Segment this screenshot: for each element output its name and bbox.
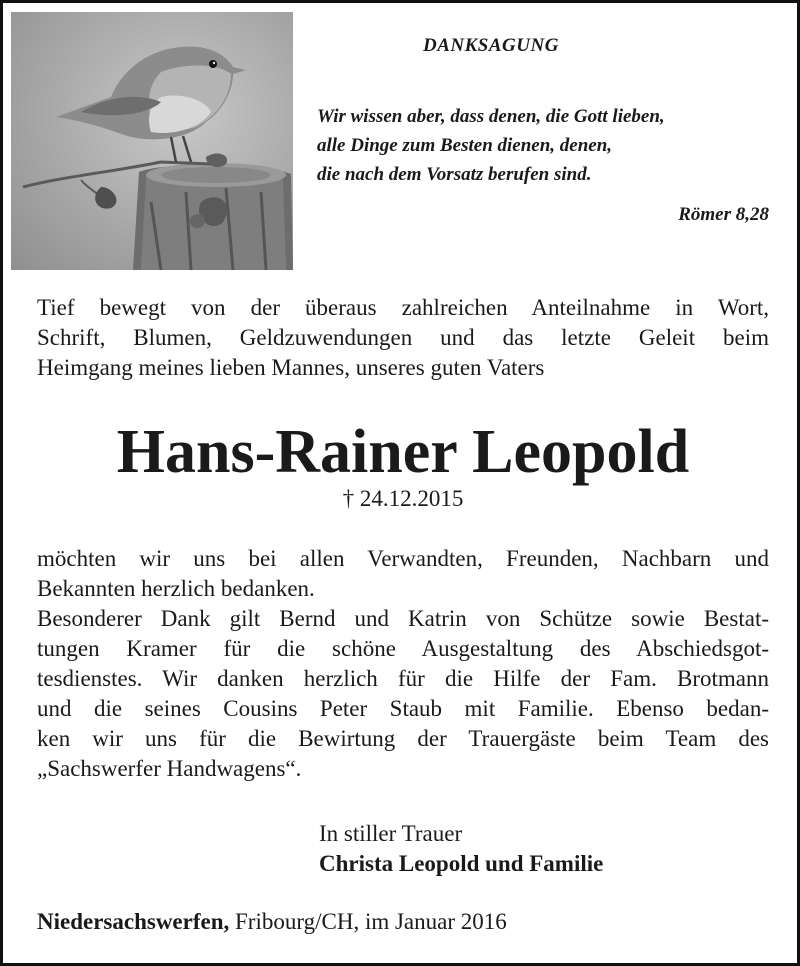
intro-line: Tief bewegt von der überaus zahlreichen Anteilnahme in Wort, bbox=[37, 295, 769, 320]
body-line: tesdienstes. Wir danken herzlich für die Hilfe der Fam. Brotmann bbox=[37, 666, 769, 691]
family-signature: Christa Leopold und Familie bbox=[319, 851, 604, 876]
bible-verse bbox=[317, 102, 787, 189]
notice-title: DANKSAGUNG bbox=[423, 35, 559, 56]
verse-reference: Römer 8,28 bbox=[678, 204, 769, 225]
intro-line: Schrift, Blumen, Geldzuwendungen und das letzte Geleit beim bbox=[37, 325, 769, 350]
thanks-paragraph bbox=[37, 544, 769, 784]
verse-line: alle Dinge zum Besten dienen, denen, bbox=[317, 135, 613, 156]
place-name: Niedersachswerfen, bbox=[37, 909, 230, 934]
body-line: Besonderer Dank gilt Bernd und Katrin von Schütze sowie Bestat- bbox=[37, 606, 769, 631]
closing-block bbox=[319, 819, 603, 879]
body-line: tungen Kramer für die schöne Ausgestaltung des Abschiedsgot- bbox=[37, 636, 769, 661]
place-date-rest: Fribourg/CH, im Januar 2016 bbox=[229, 909, 507, 934]
body-line: „Sachswerfer Handwagens“. bbox=[37, 756, 302, 781]
body-line: und die seines Cousins Peter Staub mit Familie. Ebenso bedan- bbox=[37, 696, 769, 721]
place-date-line bbox=[37, 909, 507, 935]
intro-paragraph bbox=[37, 293, 769, 383]
deceased-name: Hans-Rainer Leopold bbox=[116, 418, 690, 486]
verse-line: die nach dem Vorsatz berufen sind. bbox=[317, 164, 592, 185]
body-line: möchten wir uns bei allen Verwandten, Freunden, Nachbarn und bbox=[37, 546, 769, 571]
robin-illustration bbox=[11, 12, 293, 270]
intro-line: Heimgang meines lieben Mannes, unseres guten Vaters bbox=[37, 355, 545, 380]
closing-line: In stiller Trauer bbox=[319, 821, 463, 846]
death-date: † 24.12.2015 bbox=[342, 486, 464, 511]
verse-line: Wir wissen aber, dass denen, die Gott lieben, bbox=[317, 106, 665, 127]
robin-photo bbox=[11, 12, 293, 270]
body-line: Bekannten herzlich bedanken. bbox=[37, 576, 315, 601]
body-line: ken wir uns für die Bewirtung der Trauergäste beim Team des bbox=[37, 726, 769, 751]
